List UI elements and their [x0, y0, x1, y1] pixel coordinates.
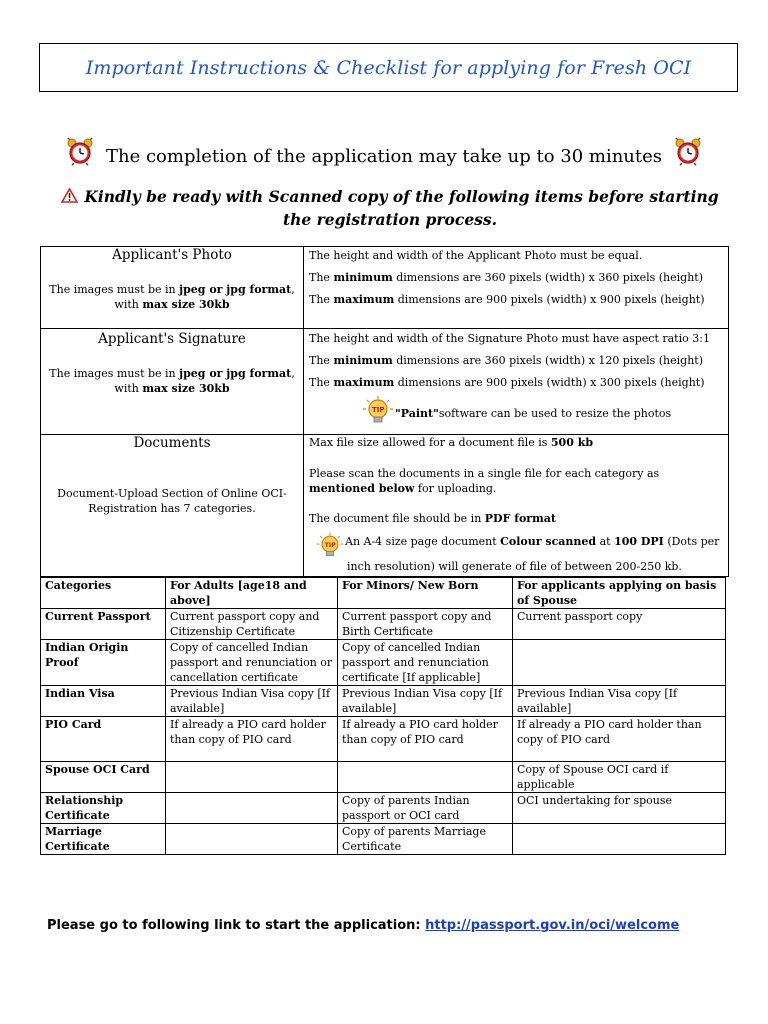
- page-title: Important Instructions & Checklist for applying for Fresh OCI: [85, 56, 692, 79]
- row-category: Indian Origin Proof: [41, 640, 166, 686]
- documents-rule-scan: Please scan the documents in a single file for each category as mentioned below for uploading.: [309, 467, 660, 495]
- application-link[interactable]: http://passport.gov.in/oci/welcome: [425, 918, 680, 933]
- table-cell: Previous Indian Visa copy [If available]: [166, 686, 338, 717]
- table-cell: If already a PIO card holder than copy of PIO card: [166, 717, 338, 762]
- requirements-table: [40, 246, 729, 577]
- table-cell: Copy of cancelled Indian passport and renunciation certificate [If applicable]: [338, 640, 513, 686]
- table-cell: Previous Indian Visa copy [If available]: [338, 686, 513, 717]
- table-cell: [166, 762, 338, 793]
- tip-lightbulb-icon: [315, 531, 345, 559]
- signature-format: The images must be in jpeg or jpg format, with max size 30kb: [49, 367, 295, 395]
- table-row: [41, 717, 726, 762]
- table-row: [41, 762, 726, 793]
- row-category: Marriage Certificate: [41, 824, 166, 855]
- row-category: PIO Card: [41, 717, 166, 762]
- photo-heading: Applicant's Photo: [112, 247, 232, 263]
- completion-note: The completion of the application may take up to 30 minutes: [105, 146, 663, 167]
- photo-rule-equal: The height and width of the Applicant Photo must be equal.: [309, 249, 643, 262]
- table-cell: Copy of parents Indian passport or OCI card: [338, 793, 513, 824]
- row-category: Current Passport: [41, 609, 166, 640]
- warning-triangle-icon: [61, 188, 78, 203]
- table-row: [41, 640, 726, 686]
- categories-table: [40, 577, 726, 855]
- table-header: For applicants applying on basis of Spouse: [513, 578, 726, 609]
- signature-heading: Applicant's Signature: [98, 331, 246, 347]
- signature-rule-max: The maximum dimensions are 900 pixels (width) x 300 pixels (height): [309, 376, 705, 389]
- table-cell: Current passport copy: [513, 609, 726, 640]
- kindly-note: [60, 185, 720, 231]
- svg-text:TIP: TIP: [324, 541, 336, 549]
- table-header: For Minors/ New Born: [338, 578, 513, 609]
- table-cell: Current passport copy and Birth Certificate: [338, 609, 513, 640]
- table-header-row: [41, 578, 726, 609]
- table-cell: [513, 640, 726, 686]
- kindly-text: Kindly be ready with Scanned copy of the following items before starting the registration process.: [84, 187, 719, 229]
- row-category: Spouse OCI Card: [41, 762, 166, 793]
- table-cell: Previous Indian Visa copy [If available]: [513, 686, 726, 717]
- paint-tip: TIP "Paint"software can be used to resize the photos: [361, 395, 671, 425]
- tip-lightbulb-icon: [361, 395, 395, 425]
- table-header: Categories: [41, 578, 166, 609]
- photo-format: The images must be in jpeg or jpg format, with max size 30kb: [49, 283, 295, 311]
- table-cell: [166, 824, 338, 855]
- table-header: For Adults [age18 and above]: [166, 578, 338, 609]
- table-cell: OCI undertaking for spouse: [513, 793, 726, 824]
- table-cell: Copy of cancelled Indian passport and renunciation or cancellation certificate: [166, 640, 338, 686]
- table-row: [41, 793, 726, 824]
- table-cell: Copy of Spouse OCI card if applicable: [513, 762, 726, 793]
- table-row: [41, 824, 726, 855]
- documents-rule-size: Max file size allowed for a document file is 500 kb: [309, 436, 594, 449]
- documents-rule-pdf: The document file should be in PDF format: [309, 512, 556, 525]
- table-cell: If already a PIO card holder than copy of PIO card: [513, 717, 726, 762]
- signature-rule-ratio: The height and width of the Signature Photo must have aspect ratio 3:1: [309, 332, 710, 345]
- row-category: Indian Visa: [41, 686, 166, 717]
- photo-rule-max: The maximum dimensions are 900 pixels (width) x 900 pixels (height): [309, 293, 705, 306]
- svg-text:TIP: TIP: [372, 406, 385, 414]
- row-category: Relationship Certificate: [41, 793, 166, 824]
- table-cell: [513, 824, 726, 855]
- photo-rule-min: The minimum dimensions are 360 pixels (width) x 360 pixels (height): [309, 271, 703, 284]
- signature-rule-min: The minimum dimensions are 360 pixels (width) x 120 pixels (height): [309, 354, 703, 367]
- footer-text: Please go to following link to start the application:: [47, 918, 426, 933]
- title-box: [39, 43, 738, 92]
- table-cell: Current passport copy and Citizenship Certificate: [166, 609, 338, 640]
- table-cell: [338, 762, 513, 793]
- table-cell: Copy of parents Marriage Certificate: [338, 824, 513, 855]
- documents-heading: Documents: [133, 435, 211, 451]
- documents-tip: TIP An A-4 size page document Colour scanned at 100 DPI (Dots per inch resolution) will generate of file of between 200-250 kb.: [315, 531, 735, 574]
- documents-desc: Document-Upload Section of Online OCI-Registration has 7 categories.: [57, 487, 287, 515]
- footer-note: [47, 918, 679, 933]
- table-row: [41, 609, 726, 640]
- table-cell: If already a PIO card holder than copy of PIO card: [338, 717, 513, 762]
- table-cell: [166, 793, 338, 824]
- table-row: [41, 686, 726, 717]
